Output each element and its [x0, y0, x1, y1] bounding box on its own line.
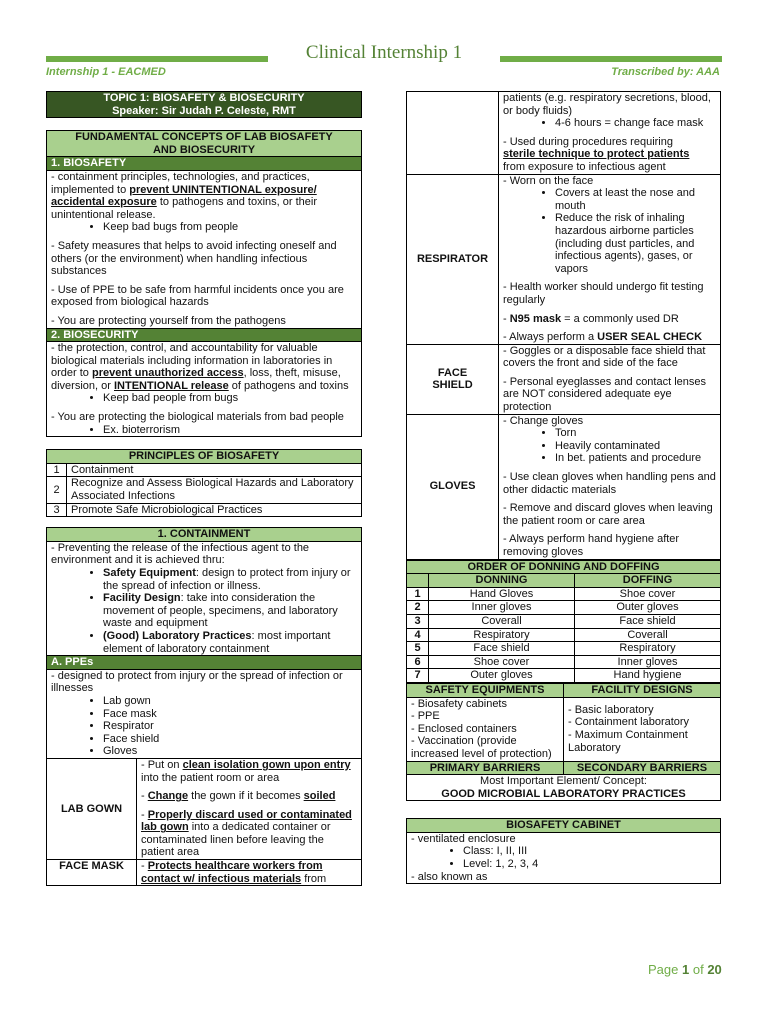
facility-designs-list: - Basic laboratory - Containment laboratory - Maximum Containment Laboratory	[564, 697, 721, 761]
header-bar-right	[500, 56, 722, 62]
facility-designs-header: FACILITY DESIGNS	[564, 683, 721, 697]
respirator-body: - Worn on the face • Covers at least the nose and mouth • Reduce the risk of inhaling hazardous airborne particles (including dust particles, and infectious agents), gases, or vapors - Health worker should undergo fit testing regularly - N95 mask = a commonly used DR - Always perform a USER SEAL CHECK	[499, 174, 721, 344]
fundamentals-table	[46, 130, 362, 437]
paragraph: - Change gloves	[503, 414, 584, 427]
principles-table	[46, 449, 362, 517]
paragraph: - ventilated enclosure	[411, 832, 516, 845]
list-item: • Lab gown	[103, 695, 357, 708]
ppes-heading: A. PPEs	[47, 656, 362, 670]
list-item: • In bet. patients and procedure	[555, 452, 716, 465]
table-row: 4 Respiratory Coverall	[407, 628, 721, 642]
paragraph: - Preventing the release of the infectious agent to the environment and it is achieved thru:	[51, 541, 310, 567]
table-row: 2 Recognize and Assess Biological Hazards and Laboratory Associated Infections	[47, 477, 362, 503]
paragraph: - Health worker should undergo fit testing regularly	[503, 281, 704, 306]
paragraph: - also known as	[411, 870, 488, 883]
principles-heading: PRINCIPLES OF BIOSAFETY	[47, 450, 362, 464]
biosecurity-heading: 2. BIOSECURITY	[47, 328, 362, 342]
table-row: 1 Hand Gloves Shoe cover	[407, 587, 721, 601]
paragraph: - Safety measures that helps to avoid infecting oneself and others (or the environment) when handling infectious substances	[51, 239, 337, 278]
list-item: • Heavily contaminated	[555, 440, 716, 453]
list-item: • Respirator	[103, 720, 357, 733]
containment-heading: 1. CONTAINMENT	[47, 528, 362, 542]
list-item: • (Good) Laboratory Practices: most important element of laboratory containment	[103, 630, 357, 655]
biosafety-body: - containment principles, technologies, and practices, implemented to prevent UNINTENTIONAL exposure/ accidental exposure to pathogens and toxins, or their unintentional release. • Keep bad bugs from people - Safety measures that helps to avoid infecting oneself and others (or the environment) when handling infectious substances - Use of PPE to be safe from harmful incidents once you are exposed from biological hazards - You are protecting yourself from the pathogens	[47, 170, 362, 328]
fundamentals-heading: FUNDAMENTAL CONCEPTS OF LAB BIOSAFETY	[75, 131, 333, 144]
topic-title: TOPIC 1: BIOSAFETY & BIOSECURITY	[103, 92, 305, 104]
table-row	[47, 758, 362, 859]
respirator-label: RESPIRATOR	[407, 174, 499, 344]
face-shield-body	[499, 344, 721, 414]
table-row	[407, 92, 721, 175]
list-item: • Covers at least the nose and mouth	[555, 187, 716, 212]
topic-box	[46, 91, 362, 118]
list-item: • Keep bad bugs from people	[103, 221, 357, 234]
biosafety-heading: 1. BIOSAFETY	[47, 157, 362, 171]
face-shield-label: FACE SHIELD	[407, 344, 499, 414]
table-row: 6 Shoe cover Inner gloves	[407, 655, 721, 669]
left-column	[46, 91, 362, 886]
list-item: • Gloves	[103, 745, 357, 758]
list-item: • Safety Equipment: design to protect from injury or the spread of infection or illness.	[103, 567, 357, 592]
ppes-body	[47, 669, 362, 758]
table-row: 1 Containment	[47, 463, 362, 477]
list-item: • 4-6 hours = change face mask	[555, 117, 716, 130]
right-column	[406, 91, 721, 884]
face-mask-continued: patients (e.g. respiratory secretions, blood, or body fluids) • 4-6 hours = change face mask - Used during procedures requiring sterile technique to protect patients from exposure to infectious agent	[499, 92, 721, 175]
table-row	[407, 344, 721, 414]
biosecurity-body: - the protection, control, and accountability for valuable biological materials including information in laboratories in order to prevent unauthorized access, loss, theft, misuse, diversion, or INTENTIONAL release of pathogens and toxins • Keep bad people from bugs - You are protecting the biological materials from bad people • Ex. bioterrorism	[47, 342, 362, 437]
biosafety-cabinet-table	[406, 818, 721, 884]
list-item: • Reduce the risk of inhaling hazardous airborne particles (including dust particles, and infectious agents), gases, or vapors	[555, 212, 716, 275]
secondary-barriers-label: SECONDARY BARRIERS	[564, 761, 721, 775]
paragraph: - designed to protect from injury or the spread of infection or illnesses	[51, 669, 343, 695]
paragraph: - Goggles or a disposable face shield that covers the front and side of the face	[503, 344, 706, 370]
table-row: 3 Coverall Face shield	[407, 614, 721, 628]
table-row: 2 Inner gloves Outer gloves	[407, 601, 721, 615]
header-left-label: Internship 1 - EACMED	[46, 66, 166, 78]
donning-column-header: DONNING	[429, 574, 575, 588]
gloves-body	[499, 414, 721, 559]
barriers-table	[406, 683, 721, 801]
biosafety-cabinet-heading: BIOSAFETY CABINET	[407, 819, 721, 833]
primary-barriers-label: PRIMARY BARRIERS	[407, 761, 564, 775]
paragraph: - Use clean gloves when handling pens and other didactic materials	[503, 471, 716, 496]
table-row	[47, 860, 362, 886]
list-item: • Level: 1, 2, 3, 4	[463, 858, 716, 871]
paragraph: - Used during procedures requiring	[503, 135, 673, 148]
paragraph: - Personal eyeglasses and contact lenses are NOT considered adequate eye protection	[503, 375, 707, 414]
containment-body	[47, 541, 362, 655]
list-item: • Face mask	[103, 708, 357, 721]
gloves-label: GLOVES	[407, 414, 499, 559]
most-important-element: Most Important Element/ Concept: GOOD MICROBIAL LABORATORY PRACTICES	[407, 775, 721, 801]
biosafety-cabinet-body	[407, 832, 721, 883]
list-item: • Facility Design: take into consideration the movement of people, specimens, and laboratory waste and equipment	[103, 592, 357, 630]
safety-equipments-header: SAFETY EQUIPMENTS	[407, 683, 564, 697]
list-item: • Torn	[555, 427, 716, 440]
ppe-detail-table	[406, 91, 721, 560]
list-item: • Face shield	[103, 733, 357, 746]
lab-gown-body: - Put on clean isolation gown upon entry into the patient room or area - Change the gown if it becomes soiled - Properly discard used or contaminated lab gown into a dedicated container or contaminated linen before leaving the patient area	[137, 758, 362, 859]
face-mask-label: FACE MASK	[47, 860, 137, 886]
paragraph: patients (e.g. respiratory secretions, blood, or body fluids)	[503, 92, 711, 117]
safety-equipments-list: - Biosafety cabinets - PPE - Enclosed containers - Vaccination (provide increased level of protection)	[407, 697, 564, 761]
paragraph: - Use of PPE to be safe from harmful incidents once you are exposed from biological hazards	[51, 283, 344, 309]
paragraph: - You are protecting yourself from the pathogens	[51, 314, 286, 327]
donning-heading: ORDER OF DONNING AND DOFFING	[407, 560, 721, 574]
table-row	[407, 174, 721, 344]
donning-doffing-table	[406, 560, 721, 683]
table-row	[407, 414, 721, 559]
paragraph: - You are protecting the biological materials from bad people	[51, 411, 344, 424]
document-title: Clinical Internship 1	[305, 42, 463, 63]
header-right-label: Transcribed by: AAA	[611, 66, 720, 78]
page-number: Page 1 of 20	[648, 962, 722, 977]
doffing-column-header: DOFFING	[575, 574, 721, 588]
paragraph: - Worn on the face	[503, 174, 594, 187]
list-item: • Ex. bioterrorism	[103, 424, 357, 437]
lab-gown-label: LAB GOWN	[47, 758, 137, 859]
paragraph: - Remove and discard gloves when leaving the patient room or care area	[503, 502, 713, 527]
list-item: • Class: I, II, III	[463, 845, 716, 858]
face-mask-body: - Protects healthcare workers from contact w/ infectious materials from	[137, 860, 362, 886]
list-item: • Keep bad people from bugs	[103, 392, 357, 405]
table-row: 3 Promote Safe Microbiological Practices	[47, 503, 362, 517]
fundamentals-heading-2: AND BIOSECURITY	[152, 143, 256, 156]
paragraph: - Always perform hand hygiene after removing gloves	[503, 533, 680, 558]
header-bar-left	[46, 56, 268, 62]
table-row: 7 Outer gloves Hand hygiene	[407, 669, 721, 683]
table-row: 5 Face shield Respiratory	[407, 642, 721, 656]
containment-table	[46, 527, 362, 886]
topic-speaker: Speaker: Sir Judah P. Celeste, RMT	[112, 104, 296, 117]
